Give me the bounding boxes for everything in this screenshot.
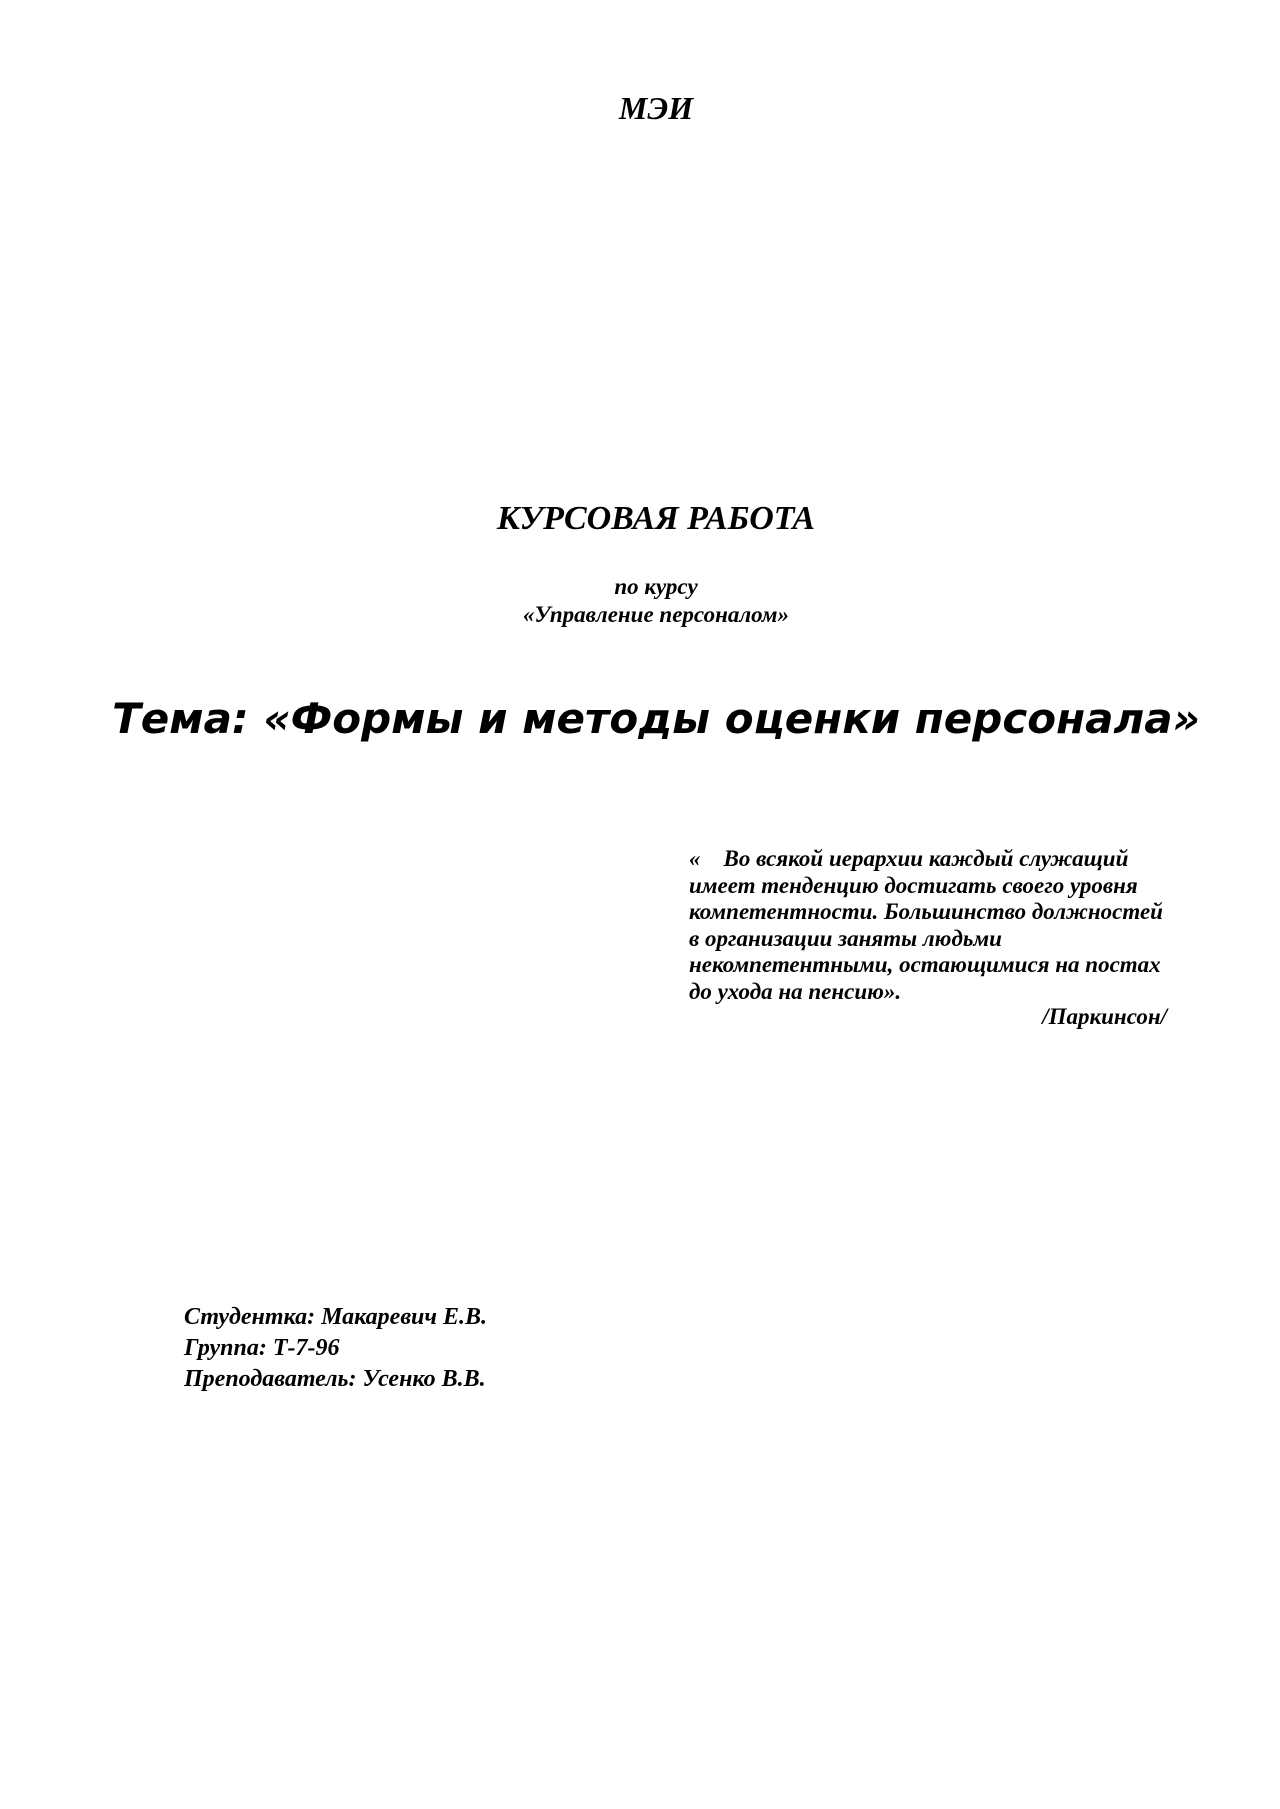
epigraph-line: « Во всякой иерархии каждый служащий — [689, 846, 1129, 871]
student-name: Студентка: Макаревич Е.В. — [184, 1304, 488, 1330]
epigraph-line: некомпетентными, остающимися на постах — [689, 952, 1161, 977]
student-info-block — [184, 1302, 487, 1395]
course-prefix: по курсу — [614, 574, 698, 599]
epigraph-line: в организации заняты людьми — [689, 925, 1002, 951]
epigraph-author: /Паркинсон/ — [1042, 1004, 1167, 1029]
epigraph-line: до ухода на пенсию». — [689, 978, 902, 1004]
topic-title: Тема: «Формы и методы оценки персонала» — [112, 694, 1200, 743]
epigraph — [689, 846, 1189, 1005]
teacher-name: Преподаватель: Усенко В.В. — [184, 1366, 486, 1392]
course-name: «Управление персоналом» — [522, 602, 790, 627]
institution-name: МЭИ — [618, 90, 694, 126]
epigraph-line: имеет тенденцию достигать своего уровня — [689, 872, 1138, 898]
document-type-heading: КУРСОВАЯ РАБОТА — [496, 500, 816, 537]
epigraph-line: компетентности. Большинство должностей — [689, 899, 1163, 924]
group-number: Группа: Т-7-96 — [184, 1335, 340, 1361]
